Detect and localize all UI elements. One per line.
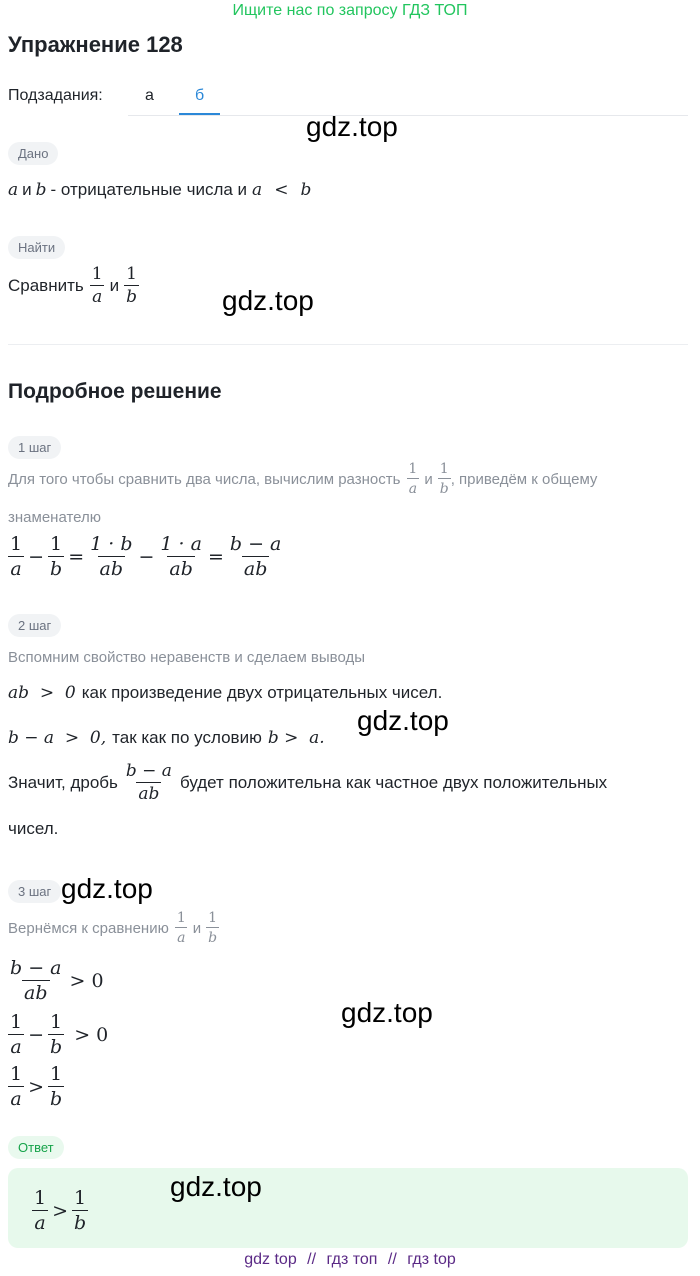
numerator: 1 xyxy=(439,461,449,477)
step2-intro: Вспомним свойство неравенств и сделаем выводы xyxy=(8,649,366,666)
watermark: gdz.top xyxy=(170,1171,262,1202)
footer-link[interactable]: гдз top xyxy=(407,1251,456,1268)
watermark: gdz.top xyxy=(61,873,153,904)
and-word: и xyxy=(192,919,202,937)
fraction xyxy=(8,1013,24,1057)
answer-box xyxy=(8,1168,688,1248)
given-statement xyxy=(8,180,311,200)
footer-link[interactable]: gdz top xyxy=(244,1251,297,1268)
math-expression: b − a > 0, xyxy=(8,728,107,748)
fraction xyxy=(8,1065,24,1109)
step2-line3-text-before: Значит, дробь xyxy=(8,773,118,792)
find-pill: Найти xyxy=(8,236,65,259)
minus-sign: − xyxy=(28,1024,45,1046)
tabs-divider xyxy=(128,115,688,116)
step1-text-before: Для того чтобы сравнить два числа, вычислим разность xyxy=(8,470,401,488)
numerator: 1 xyxy=(408,461,418,477)
ineq-left: a xyxy=(252,180,263,200)
promo-banner[interactable]: Ищите нас по запросу ГДЗ ТОП xyxy=(232,2,468,19)
numerator: b − a xyxy=(229,533,282,555)
numerator: 1 xyxy=(91,264,103,284)
denominator: b xyxy=(50,1036,63,1058)
denominator: ab xyxy=(24,982,48,1004)
numerator: 1 xyxy=(50,1011,63,1033)
fraction xyxy=(88,535,134,579)
active-tab-indicator xyxy=(179,113,220,115)
fraction xyxy=(124,763,174,803)
step2-line3-text-after: будет положительна как частное двух положительных xyxy=(179,773,608,792)
denominator: a xyxy=(10,1088,22,1110)
step3-expr1 xyxy=(8,959,104,1003)
numerator: 1 xyxy=(50,533,63,555)
step1-text-after: , приведём к общему xyxy=(450,470,598,488)
fraction xyxy=(206,911,219,945)
step1-text-line2: знаменателю xyxy=(8,509,102,526)
answer-pill: Ответ xyxy=(8,1136,64,1159)
step2-line1 xyxy=(8,683,442,703)
var-a: a xyxy=(8,180,19,200)
step2-line4: чисел. xyxy=(8,819,59,838)
and-word: и xyxy=(424,470,433,488)
numerator: 1 xyxy=(50,1063,63,1085)
denominator: b xyxy=(50,558,63,580)
step3-intro-text: Вернёмся к сравнению xyxy=(8,919,169,937)
step2-line2-text: так как по условию xyxy=(112,728,262,747)
step3-pill: 3 шаг xyxy=(8,880,61,903)
denominator: ab xyxy=(243,558,268,580)
numerator: 1 xyxy=(208,910,218,926)
fraction xyxy=(32,1189,48,1233)
watermark: gdz.top xyxy=(222,285,314,316)
fraction xyxy=(228,535,284,579)
denominator: a xyxy=(34,1212,46,1234)
watermark: gdz.top xyxy=(306,111,398,142)
denominator: ab xyxy=(99,558,124,580)
given-text: - отрицательные числа и xyxy=(50,180,248,199)
denominator: a xyxy=(92,287,103,307)
given-pill: Дано xyxy=(8,142,58,165)
denominator: a xyxy=(175,927,187,945)
step2-line1-text: как произведение двух отрицательных чисел. xyxy=(81,683,443,702)
fraction xyxy=(8,959,64,1003)
fraction xyxy=(158,535,204,579)
step1-equation xyxy=(8,535,283,579)
ineq-op: < xyxy=(274,180,289,200)
denominator: ab xyxy=(169,558,193,580)
denominator: ab xyxy=(138,784,160,804)
find-text: Сравнить xyxy=(8,276,84,295)
numerator: 1 · a xyxy=(160,533,202,555)
numerator: 1 xyxy=(126,264,137,284)
fraction xyxy=(175,911,188,945)
numerator: 1 xyxy=(10,533,23,555)
footer-links xyxy=(0,1251,700,1269)
numerator: b − a xyxy=(125,761,172,781)
numerator: 1 xyxy=(10,1063,23,1085)
math-expression: > 0 xyxy=(74,1024,109,1046)
fraction xyxy=(438,462,451,496)
numerator: 1 · b xyxy=(90,533,133,555)
numerator: 1 xyxy=(34,1187,47,1209)
numerator: 1 xyxy=(74,1187,87,1209)
fraction xyxy=(48,1013,64,1057)
greater-than-sign: > xyxy=(52,1200,69,1222)
denominator: a xyxy=(10,558,22,580)
watermark: gdz.top xyxy=(341,997,433,1028)
footer-separator: // xyxy=(307,1251,317,1268)
page-title: Упражнение 128 xyxy=(8,32,183,57)
and-word: и xyxy=(22,180,32,199)
fraction xyxy=(8,535,24,579)
var-b: b xyxy=(35,180,47,200)
greater-than-sign: > xyxy=(28,1076,45,1098)
denominator: b xyxy=(126,287,137,307)
find-statement xyxy=(8,266,139,306)
step1-text xyxy=(8,462,597,496)
fraction xyxy=(124,266,139,306)
denominator: b xyxy=(50,1088,63,1110)
step3-intro xyxy=(8,911,219,945)
subtasks-label: Подзадания: xyxy=(8,87,103,104)
section-title: Подробное решение xyxy=(8,380,222,403)
numerator: 1 xyxy=(176,910,186,926)
tab-a[interactable]: а xyxy=(145,87,154,104)
step1-pill: 1 шаг xyxy=(8,436,61,459)
and-word: и xyxy=(109,276,120,295)
equals-sign: = xyxy=(68,546,85,568)
math-expression: ab > 0 xyxy=(8,683,76,703)
step2-line3 xyxy=(8,763,607,803)
step3-expr2 xyxy=(8,1013,108,1057)
fraction xyxy=(406,462,419,496)
numerator: b − a xyxy=(10,957,62,979)
math-expression: > 0 xyxy=(69,970,104,992)
divider xyxy=(8,344,688,345)
step2-pill: 2 шаг xyxy=(8,614,61,637)
fraction xyxy=(48,535,64,579)
fraction xyxy=(48,1065,64,1109)
numerator: 1 xyxy=(10,1011,23,1033)
ineq-right: b xyxy=(300,180,312,200)
denominator: b xyxy=(74,1212,87,1234)
fraction xyxy=(90,266,105,306)
fraction xyxy=(72,1189,88,1233)
answer-expression xyxy=(32,1189,88,1233)
step3-expr3 xyxy=(8,1065,64,1109)
minus-sign: − xyxy=(28,546,45,568)
equals-sign: = xyxy=(207,546,224,568)
math-expression: b > a. xyxy=(267,728,325,748)
watermark: gdz.top xyxy=(357,705,449,736)
footer-separator: // xyxy=(387,1251,397,1268)
denominator: a xyxy=(10,1036,22,1058)
footer-link[interactable]: гдз топ xyxy=(326,1251,378,1268)
tab-b[interactable]: б xyxy=(195,87,205,104)
denominator: b xyxy=(206,927,219,945)
step2-line2 xyxy=(8,728,325,748)
denominator: b xyxy=(438,478,451,496)
minus-sign: − xyxy=(138,546,155,568)
denominator: a xyxy=(407,478,419,496)
